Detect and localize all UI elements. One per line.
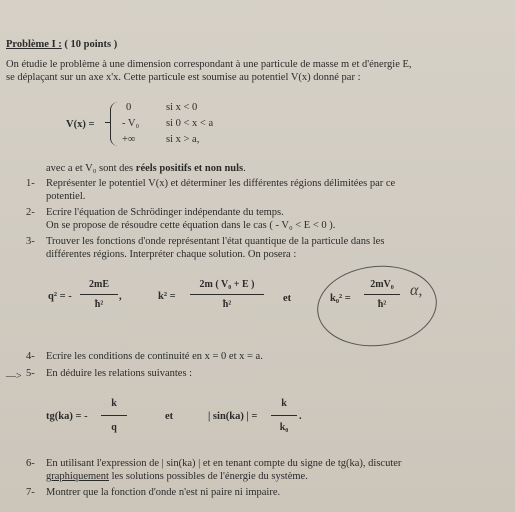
k0-fraction bbox=[364, 278, 400, 311]
k0-numerator: 2mV₀ bbox=[370, 279, 394, 290]
sin-numerator: k bbox=[281, 398, 287, 409]
tg-fraction bbox=[101, 397, 127, 434]
avec-prefix: avec a et V₀ sont des bbox=[46, 163, 136, 174]
sin-fraction bbox=[271, 397, 297, 434]
case-cond-3: si x > a, bbox=[166, 134, 200, 145]
q2-number: 2- bbox=[26, 207, 35, 218]
et-word-1: et bbox=[283, 293, 292, 304]
potential-lhs: V(x) = bbox=[66, 119, 95, 130]
intro-line-2: se déplaçant sur un axe x'x. Cette particule est soumise au potentiel V(x) donné par : bbox=[6, 72, 361, 83]
q6-line-1: En utilisant l'expression de | sin(ka) | et en tenant compte du signe de tg(ka), discuter bbox=[46, 458, 402, 469]
q6-underlined-word: graphiquement bbox=[46, 471, 109, 482]
k2-numerator: 2m ( V₀ + E ) bbox=[199, 279, 255, 290]
case-value-2: - V₀ bbox=[122, 118, 140, 129]
tg-fraction-bar bbox=[101, 415, 127, 416]
avec-line bbox=[46, 162, 246, 175]
q2-line-2: On se propose de résoudre cette équation dans le cas ( - V₀ < E < 0 ). bbox=[46, 220, 336, 231]
q3-number: 3- bbox=[26, 236, 35, 247]
case-brace bbox=[110, 102, 121, 146]
q1-line-2: potentiel. bbox=[46, 191, 86, 202]
intro-line-1: On étudie le problème à une dimension correspondant à une particule de masse m et d'énergie E, bbox=[6, 59, 412, 70]
q2-denominator: ħ² bbox=[94, 299, 104, 310]
q4-text: Ecrire les conditions de continuité en x = 0 et x = a. bbox=[46, 351, 263, 362]
handwritten-alpha: α, bbox=[410, 282, 423, 299]
q7-text: Montrer que la fonction d'onde n'est ni paire ni impaire. bbox=[46, 487, 281, 498]
q1-number: 1- bbox=[26, 178, 35, 189]
k0-fraction-bar bbox=[364, 294, 400, 295]
q5-text: En déduire les relations suivantes : bbox=[46, 368, 193, 379]
avec-bold: réels positifs et non nuls bbox=[135, 163, 244, 174]
case-cond-2: si 0 < x < a bbox=[166, 118, 214, 129]
k2-denominator: ħ² bbox=[222, 299, 232, 310]
case-value-1: 0 bbox=[126, 102, 132, 113]
q1-line-1: Représenter le potentiel V(x) et déterminer les différentes régions délimitées par ce bbox=[46, 178, 396, 189]
et-word-2: et bbox=[165, 411, 174, 422]
k2-equation-lhs: k² = bbox=[158, 291, 176, 302]
tg-numerator: k bbox=[111, 398, 117, 409]
k2-fraction-bar bbox=[190, 294, 264, 295]
q2-comma: , bbox=[119, 291, 122, 302]
sin-denominator: k₀ bbox=[279, 422, 289, 433]
title-points: ( 10 points ) bbox=[64, 39, 118, 50]
q6-line-2-rest: les solutions possibles de l'énergie du système. bbox=[108, 471, 308, 482]
tg-equation-lhs: tg(ka) = - bbox=[46, 411, 88, 422]
case-cond-1: si x < 0 bbox=[166, 102, 198, 113]
sin-fraction-bar bbox=[271, 415, 297, 416]
q4-number: 4- bbox=[26, 351, 35, 362]
q5-number: 5- bbox=[26, 368, 35, 379]
k2-fraction bbox=[190, 278, 264, 311]
tg-denominator: q bbox=[111, 422, 117, 433]
q2-line-1: Ecrire l'équation de Schrödinger indépendante du temps. bbox=[46, 207, 284, 218]
q6-number: 6- bbox=[26, 458, 35, 469]
q3-line-1: Trouver les fonctions d'onde représentant l'état quantique de la particule dans les bbox=[46, 236, 385, 247]
sin-equation-lhs: | sin(ka) | = bbox=[208, 411, 258, 422]
sin-period: . bbox=[299, 411, 302, 422]
handwritten-arrow-icon: —> bbox=[6, 371, 22, 382]
problem-title bbox=[6, 38, 117, 51]
k0-equation-lhs: k₀² = bbox=[330, 293, 351, 304]
q2-numerator: 2mE bbox=[89, 279, 109, 290]
k0-denominator: ħ² bbox=[377, 299, 387, 310]
title-heading: Problème I : bbox=[6, 39, 62, 50]
q6-line-2 bbox=[46, 470, 308, 483]
avec-suffix: . bbox=[243, 163, 246, 174]
q2-fraction bbox=[80, 278, 118, 311]
q2-fraction-bar bbox=[80, 294, 118, 295]
q2-equation-lhs: q² = - bbox=[48, 291, 72, 302]
q3-line-2: différentes régions. Interpréter chaque solution. On posera : bbox=[46, 249, 297, 260]
case-value-3: +∞ bbox=[122, 134, 136, 145]
q7-number: 7- bbox=[26, 487, 35, 498]
